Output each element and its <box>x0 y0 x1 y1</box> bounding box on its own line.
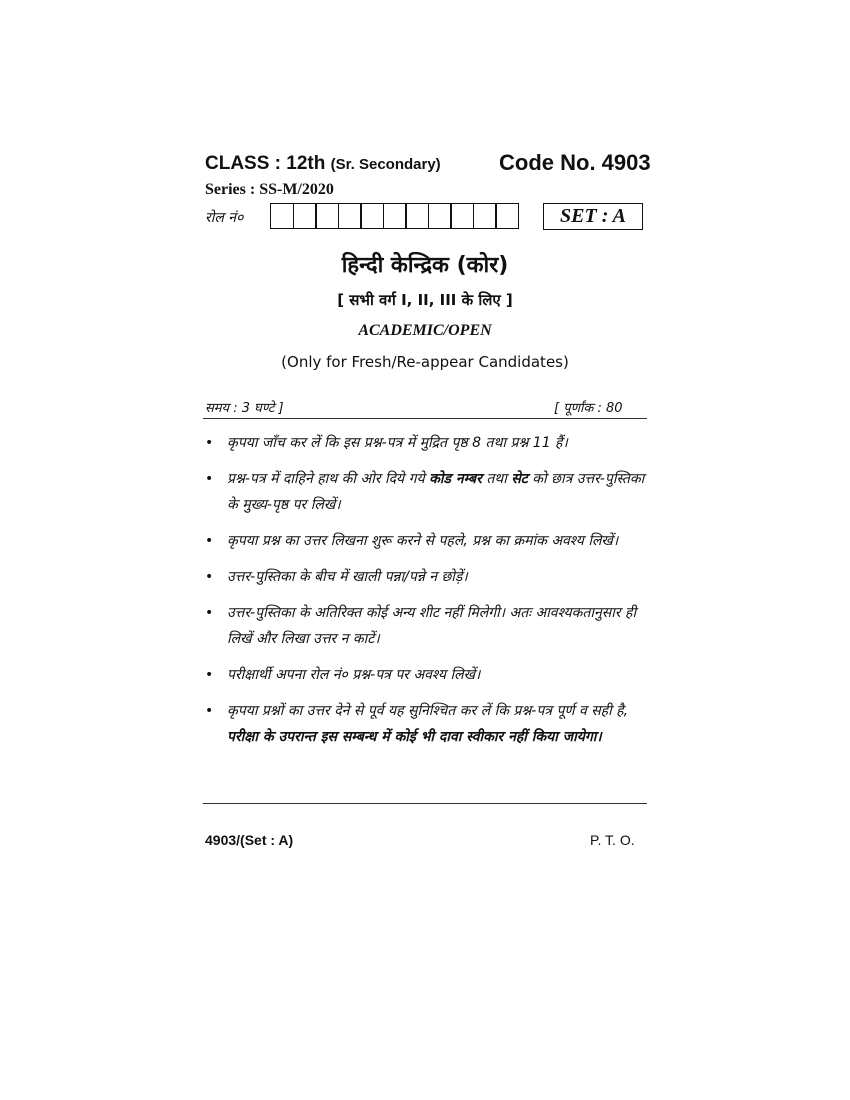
class-line <box>205 153 441 175</box>
instruction-item <box>205 564 650 590</box>
bullet-icon: • <box>205 703 214 719</box>
instruction-item <box>205 662 650 688</box>
candidates-line: (Only for Fresh/Re-appear Candidates) <box>281 353 569 371</box>
instruction-text: कृपया प्रश्नों का उत्तर देने से पूर्व यह सुनिश्चित कर लें कि प्रश्न-पत्र पूर्ण व सही है, <box>227 703 629 719</box>
bullet-icon: • <box>205 533 214 549</box>
instruction-item <box>205 600 650 652</box>
roll-number-box <box>315 203 339 229</box>
roll-number-box <box>428 203 452 229</box>
instruction-text: उत्तर-पुस्तिका के अतिरिक्त कोई अन्य शीट नहीं मिलेगी। अतः आवश्यकतानुसार ही लिखें और लिखा उत्तर न काटें। <box>227 605 637 647</box>
instruction-text: परीक्षार्थी अपना रोल नं० प्रश्न-पत्र पर अवश्य लिखें। <box>227 667 481 683</box>
class-label: CLASS : 12th <box>205 153 326 174</box>
roll-number-box <box>293 203 317 229</box>
roll-number-label: रोल नं० <box>205 210 244 226</box>
instruction-text: कृपया प्रश्न का उत्तर लिखना शुरू करने से पहले, प्रश्न का क्रमांक अवश्य लिखें। <box>227 533 619 549</box>
mode-line: ACADEMIC/OPEN <box>358 322 492 339</box>
set-badge: SET : A <box>543 203 643 230</box>
roll-number-box <box>450 203 474 229</box>
bullet-icon: • <box>205 435 214 451</box>
max-marks-label: [ पूर्णांक : 80 <box>554 401 623 416</box>
roll-number-box <box>405 203 429 229</box>
instruction-item <box>205 528 650 554</box>
divider-top <box>203 418 647 419</box>
instruction-text: कृपया जाँच कर लें कि इस प्रश्न-पत्र में मुद्रित पृष्ठ 8 तथा प्रश्न 11 हैं। <box>227 435 568 451</box>
roll-number-boxes <box>270 203 518 229</box>
paper-code: 4903/(Set : A) <box>205 832 294 848</box>
instruction-text: उत्तर-पुस्तिका के बीच में खाली पन्ना/पन्ने न छोड़ें। <box>227 569 468 585</box>
instruction-emphasis: सेट <box>511 471 528 487</box>
instruction-text: तथा <box>481 471 512 487</box>
instruction-item <box>205 466 650 518</box>
instruction-text: प्रश्न-पत्र में दाहिने हाथ की ओर दिये गये <box>227 471 430 487</box>
instruction-item <box>205 698 650 750</box>
roll-number-box <box>270 203 294 229</box>
class-suffix: (Sr. Secondary) <box>330 156 441 173</box>
groups-line: [ सभी वर्ग I, II, III के लिए ] <box>337 291 513 309</box>
time-label: समय : 3 घण्टे ] <box>205 401 284 416</box>
instruction-emphasis: परीक्षा के उपरान्त इस सम्बन्ध में कोई भी दावा स्वीकार नहीं किया जायेगा। <box>227 729 602 745</box>
instruction-emphasis: कोड नम्बर <box>429 471 482 487</box>
series-label: Series : SS-M/2020 <box>205 181 334 198</box>
subject-title: हिन्दी केन्द्रिक (कोर) <box>341 253 509 278</box>
roll-number-box <box>495 203 519 229</box>
roll-number-box <box>383 203 407 229</box>
roll-number-box <box>360 203 384 229</box>
instruction-item <box>205 430 650 456</box>
pto-label: P. T. O. <box>590 832 635 848</box>
roll-number-box <box>473 203 497 229</box>
divider-bottom <box>203 803 647 804</box>
bullet-icon: • <box>205 605 214 621</box>
bullet-icon: • <box>205 471 214 487</box>
bullet-icon: • <box>205 667 214 683</box>
bullet-icon: • <box>205 569 214 585</box>
instruction-text: को छात्र उत्तर-पुस्तिका के मुख्य-पृष्ठ पर लिखें। <box>227 471 645 513</box>
code-number: Code No. 4903 <box>499 150 651 175</box>
instructions-list <box>205 430 650 760</box>
roll-number-box <box>338 203 362 229</box>
